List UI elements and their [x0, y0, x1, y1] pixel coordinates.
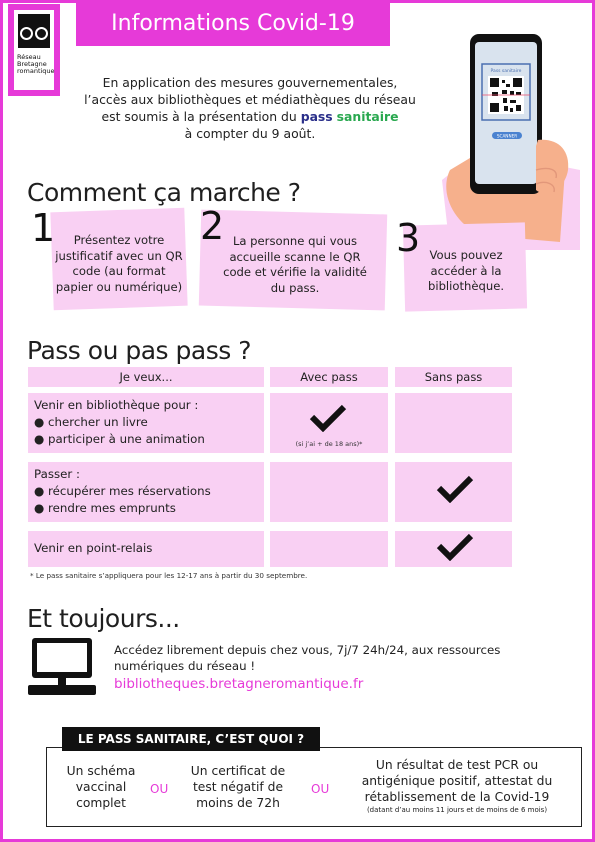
definition-test: Un certificat de test négatif de moins de 72h [190, 764, 286, 810]
step-1-text: Présentez votre justificatif avec un QR code (au format papier ou numérique) [55, 233, 183, 294]
table-cell [270, 531, 388, 567]
sanitaire-word: sanitaire [336, 109, 399, 124]
phone-qr-icon [440, 20, 580, 250]
logo-line: Réseau [17, 53, 41, 61]
pass-title: Pass ou pas pass ? [27, 336, 251, 365]
table-cell [395, 393, 512, 453]
step-number: 1 [31, 206, 56, 250]
how-title: Comment ça marche ? [27, 178, 301, 207]
phone-screen-label: Pass sanitaire [490, 69, 522, 74]
book-logo-icon [18, 14, 50, 48]
step-number: 2 [200, 204, 225, 248]
intro-line: à compter du 9 août. [184, 126, 316, 141]
page-title: Informations Covid-19 [76, 0, 390, 46]
check-icon [309, 404, 347, 432]
footnote: * Le pass sanitaire s’appliquera pour les 12-17 ans à partir du 30 septembre. [30, 571, 308, 580]
check-icon [436, 533, 474, 561]
header-sans-pass: Sans pass [424, 370, 483, 384]
pass-word: pass [300, 109, 333, 124]
intro-line: l’accès aux bibliothèques et médiathèques du réseau [84, 92, 416, 107]
step-number: 3 [396, 216, 421, 260]
scanner-button-label: SCANNER [496, 133, 518, 139]
table-row-1-text: Venir en bibliothèque pour : ● chercher un livre ● participer à une animation [34, 398, 205, 446]
or-label: OU [150, 782, 169, 796]
table-row-2-text: Passer : ● récupérer mes réservations ● rendre mes emprunts [34, 467, 211, 515]
intro-line: est soumis à la présentation du pass sanitaire [101, 109, 399, 124]
logo-line: Bretagne [17, 60, 47, 68]
logo-line: romantique [17, 67, 55, 75]
library-link[interactable]: bibliotheques.bretagneromantique.fr [114, 676, 364, 692]
monitor-icon [28, 636, 98, 698]
intro-text [70, 74, 430, 142]
definition-vaccination: Un schéma vaccinal complet [66, 764, 136, 810]
toujours-text: Accédez librement depuis chez vous, 7j/7 24h/24, aux ressources numériques du réseau ! [114, 643, 501, 673]
table-row-3-text: Venir en point-relais [34, 541, 153, 555]
age-note: (si j’ai + de 18 ans)* [295, 440, 363, 448]
header-je-veux: Je veux... [119, 370, 173, 384]
header-avec-pass: Avec pass [300, 370, 358, 384]
definition-label: LE PASS SANITAIRE, C’EST QUOI ? [62, 727, 320, 751]
intro-line: En application des mesures gouvernementales, [102, 75, 398, 90]
check-icon [436, 475, 474, 503]
table-cell [270, 462, 388, 522]
step-2-text: La personne qui vous accueille scanne le QR code et vérifie la validité du pass. [223, 234, 367, 295]
definition-recovery: Un résultat de test PCR ou antigénique positif, attestat du rétablissement de la Covid-19 (datant d’au moins 11 jours et de moins de 6 mois) [361, 758, 553, 814]
logo [8, 4, 60, 96]
logo-text [17, 54, 55, 75]
toujours-title: Et toujours... [27, 604, 180, 633]
or-label: OU [311, 782, 330, 796]
step-3-text: Vous pouvez accéder à la bibliothèque. [427, 248, 505, 293]
